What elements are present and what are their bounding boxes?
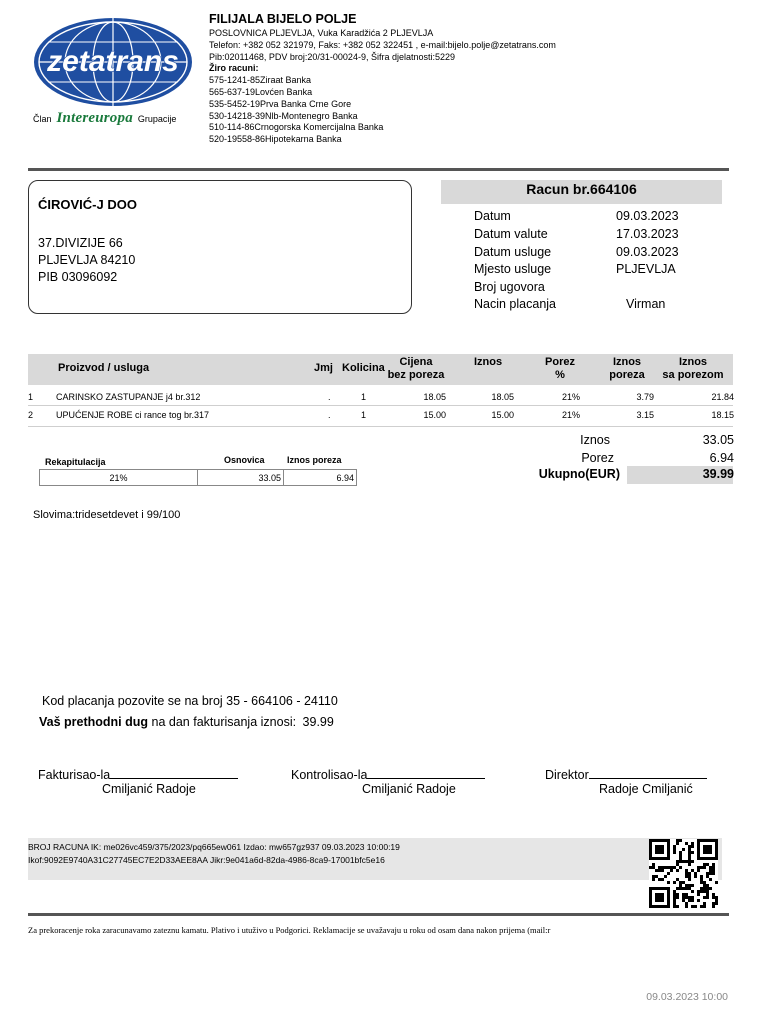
row-name: UPUĆENJE ROBE ci rance tog br.317 [56, 410, 210, 420]
signature-name: Cmiljanić Radoje [102, 782, 196, 796]
recap-title: Rekapitulacija [45, 457, 106, 467]
col-total-l1: Iznos [678, 356, 708, 368]
bank-account: 520-19558-86Hipotekarna Banka [209, 134, 342, 145]
customer-pib: PIB 03096092 [38, 270, 118, 284]
intereuropa-logo: Intereuropa [56, 110, 133, 126]
col-product: Proizvod / usluga [58, 362, 150, 374]
row-jmj: . [328, 392, 331, 402]
signature-role: Kontrolisao-la [291, 768, 368, 782]
company-title: FILIJALA BIJELO POLJE [209, 12, 357, 26]
signature-name: Cmiljanić Radoje [362, 782, 456, 796]
meta-value: Virman [626, 297, 666, 311]
col-tax-l2: % [555, 369, 565, 381]
header-divider [28, 168, 729, 171]
row-no: 2 [28, 410, 34, 420]
col-tax [540, 356, 580, 382]
meta-label: Broj ugovora [474, 280, 545, 294]
row-price: 15.00 [423, 410, 446, 420]
col-qty: Kolicina [342, 362, 385, 374]
logo-text: zetatrans [47, 45, 179, 78]
signature-direktor [545, 766, 707, 782]
row-jmj: . [328, 410, 331, 420]
customer-address: 37.DIVIZIJE 66 [38, 236, 123, 250]
qr-code-icon [649, 839, 718, 908]
col-tax-amount [604, 356, 650, 382]
company-line: Pib:02011468, PDV broj:20/31-00024-9, Šifra djelatnosti:5229 [209, 51, 456, 62]
signature-line [589, 766, 707, 779]
previous-debt-text: na dan fakturisanja iznosi: [151, 715, 297, 729]
col-jmj: Jmj [314, 362, 333, 374]
summary-ukupno-label: Ukupno(EUR) [538, 467, 620, 481]
col-taxamt-l2: poreza [609, 369, 645, 381]
bank-account: 510-114-86Crnogorska Komercijalna Banka [209, 122, 384, 133]
invoice-title: Racun br.664106 [441, 180, 722, 204]
payment-code-line: Kod placanja pozovite se na broj 35 - 664106 - 24110 [42, 694, 338, 708]
row-tax: 21% [561, 392, 580, 402]
recap-porez: 6.94 [283, 469, 357, 486]
meta-label: Datum usluge [474, 245, 552, 259]
customer-name: ĆIROVIĆ-J DOO [38, 197, 137, 212]
previous-debt-line [39, 715, 334, 729]
bank-account: 535-5452-19Prva Banka Crne Gore [209, 98, 352, 109]
meta-label: Mjesto usluge [474, 262, 552, 276]
summary-iznos-label: Iznos [580, 433, 610, 447]
row-tax-amount: 3.15 [636, 410, 654, 420]
summary-porez-label: Porez [581, 451, 614, 465]
row-amount: 15.00 [491, 410, 514, 420]
ziro-label: Žiro racuni: [209, 63, 259, 74]
meta-value: PLJEVLJA [616, 262, 676, 276]
col-tax-l1: Porez [545, 356, 575, 368]
row-total: 18.15 [711, 410, 734, 420]
bank-account: 575-1241-85Ziraat Banka [209, 75, 312, 86]
fiscal-line-1: BROJ RACUNA IK: me026vc459/375/2023/pq665ew061 Izdao: mw657gz937 09.03.2023 10:00:19 [28, 842, 400, 852]
meta-label: Nacin placanja [474, 297, 556, 311]
col-total [660, 356, 726, 382]
signature-line [110, 766, 238, 779]
company-line: Telefon: +382 052 321979, Faks: +382 052 322451 , e-mail:bijelo.polje@zetatrans.com [209, 39, 556, 50]
signature-name: Radoje Cmiljanić [599, 782, 693, 796]
summary-porez: 6.94 [709, 451, 734, 465]
meta-label: Datum valute [474, 227, 548, 241]
row-divider [28, 405, 733, 406]
footer-divider [28, 913, 729, 916]
row-tax-amount: 3.79 [636, 392, 654, 402]
previous-debt-label: Vaš prethodni dug [39, 715, 149, 729]
recap-osnovica: 33.05 [197, 469, 284, 486]
footer-note: Za prekoracenje roka zaracunavamo zateznu kamatu. Plativo i utuživo u Podgorici. Reklamacije se uvažavaju u roku od osam dana nakon prijema (mail:r [28, 925, 551, 935]
signature-role: Fakturisao-la [38, 768, 111, 782]
signature-line [367, 766, 485, 779]
recap-osnovica-label: Osnovica [224, 455, 265, 465]
row-no: 1 [28, 392, 34, 402]
recap-rate: 21% [39, 469, 198, 486]
signature-fakturisao [38, 766, 238, 782]
meta-label: Datum [474, 209, 511, 223]
row-amount: 18.05 [491, 392, 514, 402]
row-price: 18.05 [423, 392, 446, 402]
membership-suffix: Grupacije [137, 114, 177, 124]
row-name: CARINSKO ZASTUPANJE j4 br.312 [56, 392, 201, 402]
summary-iznos: 33.05 [702, 433, 734, 447]
signature-role: Direktor [545, 768, 589, 782]
col-price [384, 356, 448, 382]
company-line: POSLOVNICA PLJEVLJA, Vuka Karadžića 2 PLJEVLJA [209, 28, 434, 38]
membership-prefix: Član [33, 114, 52, 124]
zetatrans-logo [30, 14, 196, 110]
recap-porez-label: Iznos poreza [287, 455, 342, 465]
col-price-l2: bez poreza [387, 369, 445, 381]
col-total-l2: sa porezom [662, 369, 724, 381]
amount-in-words: Slovima:tridesetdevet i 99/100 [33, 509, 181, 521]
col-amount: Iznos [474, 356, 503, 368]
company-info [209, 12, 556, 146]
membership-line [33, 110, 176, 127]
customer-city: PLJEVLJA 84210 [38, 253, 136, 267]
summary-ukupno: 39.99 [702, 467, 734, 481]
row-tax: 21% [561, 410, 580, 420]
fiscal-line-2: Ikof:9092E9740A31C27745EC7E2D33AEE8AA Jikr:9e041a6d-82da-4986-8ca9-17001bfc5e16 [28, 855, 385, 865]
bank-account: 565-637-19Lovćen Banka [209, 86, 313, 97]
print-timestamp: 09.03.2023 10:00 [646, 991, 728, 1003]
row-divider [28, 426, 733, 427]
meta-value: 17.03.2023 [616, 227, 679, 241]
col-taxamt-l1: Iznos [612, 356, 642, 368]
previous-debt-value: 39.99 [302, 715, 334, 729]
signature-kontrolisao [291, 766, 485, 782]
col-price-l1: Cijena [399, 356, 433, 368]
row-qty: 1 [361, 392, 367, 402]
meta-value: 09.03.2023 [616, 245, 679, 259]
bank-account: 530-14218-39Nlb-Montenegro Banka [209, 110, 358, 121]
row-total: 21.84 [711, 392, 734, 402]
row-qty: 1 [361, 410, 367, 420]
meta-value: 09.03.2023 [616, 209, 679, 223]
